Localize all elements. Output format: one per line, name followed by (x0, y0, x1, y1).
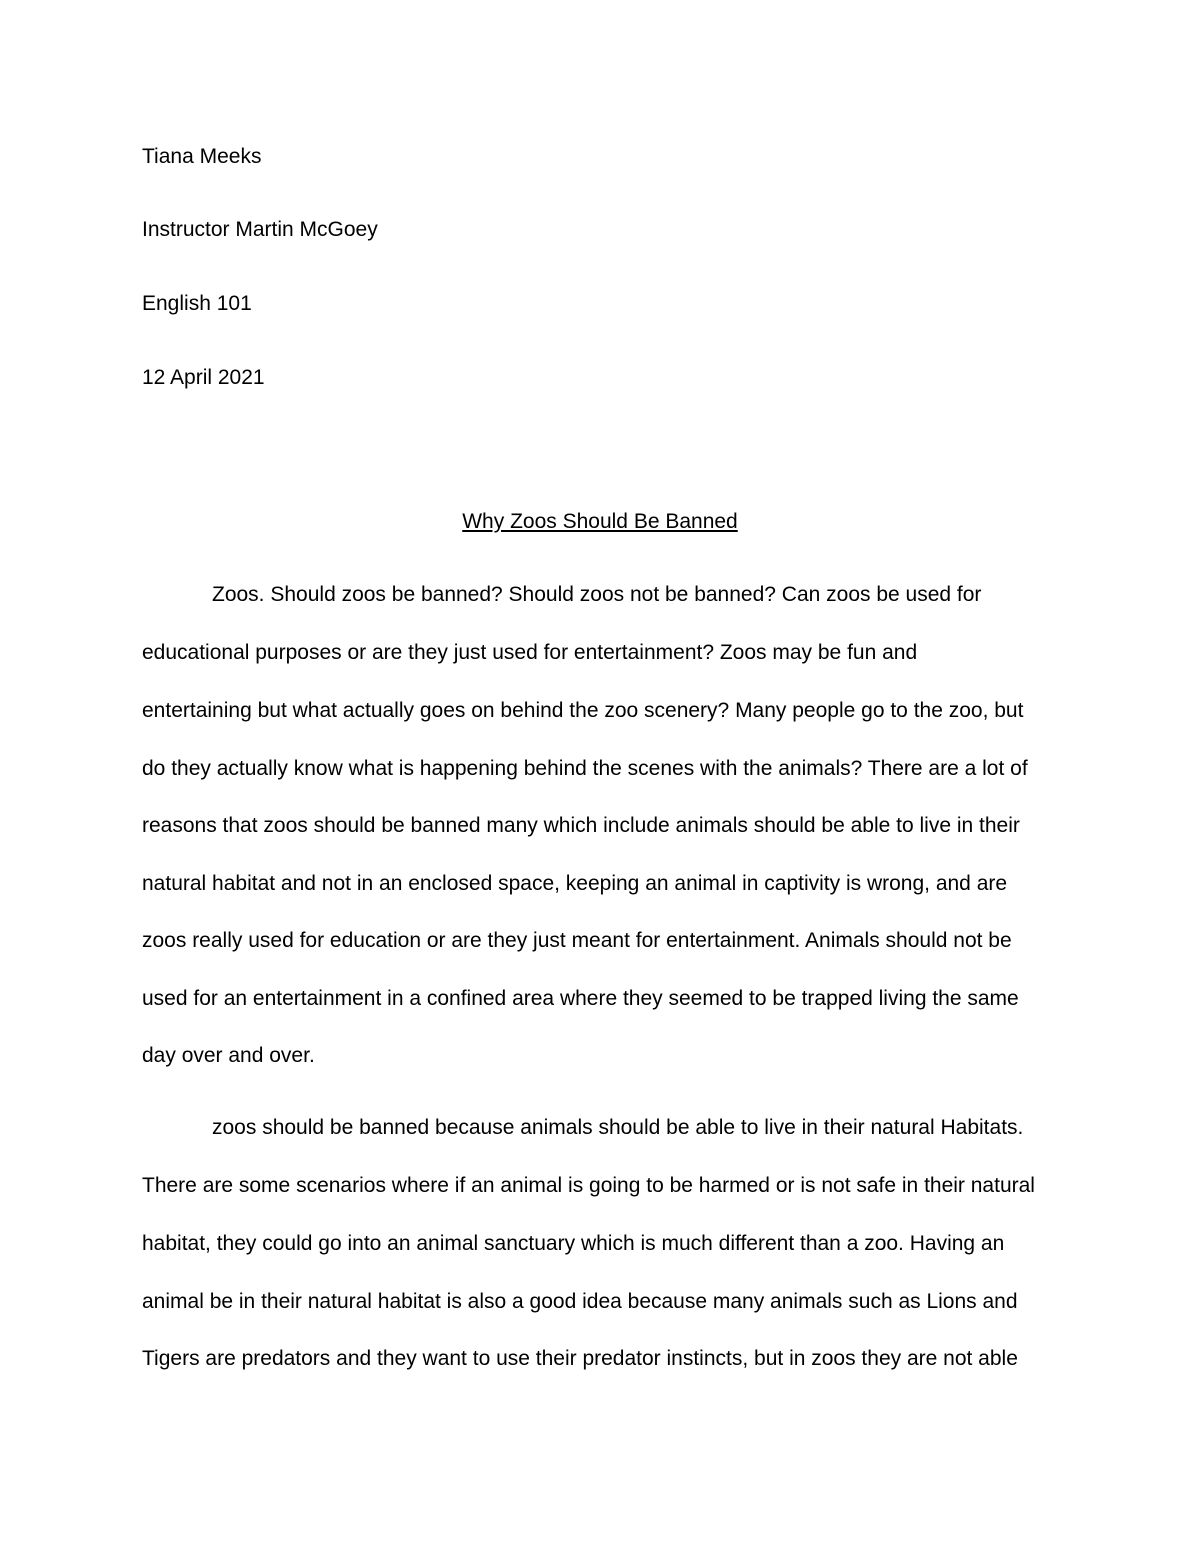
paragraph-1-line-4: do they actually know what is happening behind the scenes with the animals? There are a lot of (142, 757, 1028, 780)
paragraph-1-line-2: educational purposes or are they just used for entertainment? Zoos may be fun and (142, 641, 918, 664)
submission-date: 12 April 2021 (142, 366, 265, 389)
paragraph-2-line-2: There are some scenarios where if an animal is going to be harmed or is not safe in their natural (142, 1174, 1035, 1197)
paragraph-1-line-8: used for an entertainment in a confined area where they seemed to be trapped living the same (142, 987, 1019, 1010)
paragraph-1-line-6: natural habitat and not in an enclosed space, keeping an animal in captivity is wrong, and are (142, 872, 1008, 895)
paragraph-2-line-3: habitat, they could go into an animal sanctuary which is much different than a zoo. Having an (142, 1232, 1005, 1255)
paragraph-1-line-3: entertaining but what actually goes on behind the zoo scenery? Many people go to the zoo, but (142, 699, 1024, 722)
paragraph-1-line-7: zoos really used for education or are they just meant for entertainment. Animals should not be (142, 929, 1012, 952)
paragraph-1-line-1: Zoos. Should zoos be banned? Should zoos not be banned? Can zoos be used for (212, 583, 982, 606)
paragraph-2-line-4: animal be in their natural habitat is also a good idea because many animals such as Lions and (142, 1290, 1018, 1313)
instructor-name: Instructor Martin McGoey (142, 218, 378, 241)
paragraph-2-line-1: zoos should be banned because animals should be able to live in their natural Habitats. (212, 1116, 1024, 1139)
paragraph-1-line-9: day over and over. (142, 1044, 315, 1067)
paragraph-1-line-5: reasons that zoos should be banned many which include animals should be able to live in their (142, 814, 1020, 837)
essay-title-text: Why Zoos Should Be Banned (462, 510, 738, 533)
student-name: Tiana Meeks (142, 145, 262, 168)
essay-title (0, 508, 1200, 536)
paragraph-2-line-5: Tigers are predators and they want to use their predator instincts, but in zoos they are not able (142, 1347, 1018, 1370)
course-name: English 101 (142, 292, 252, 315)
